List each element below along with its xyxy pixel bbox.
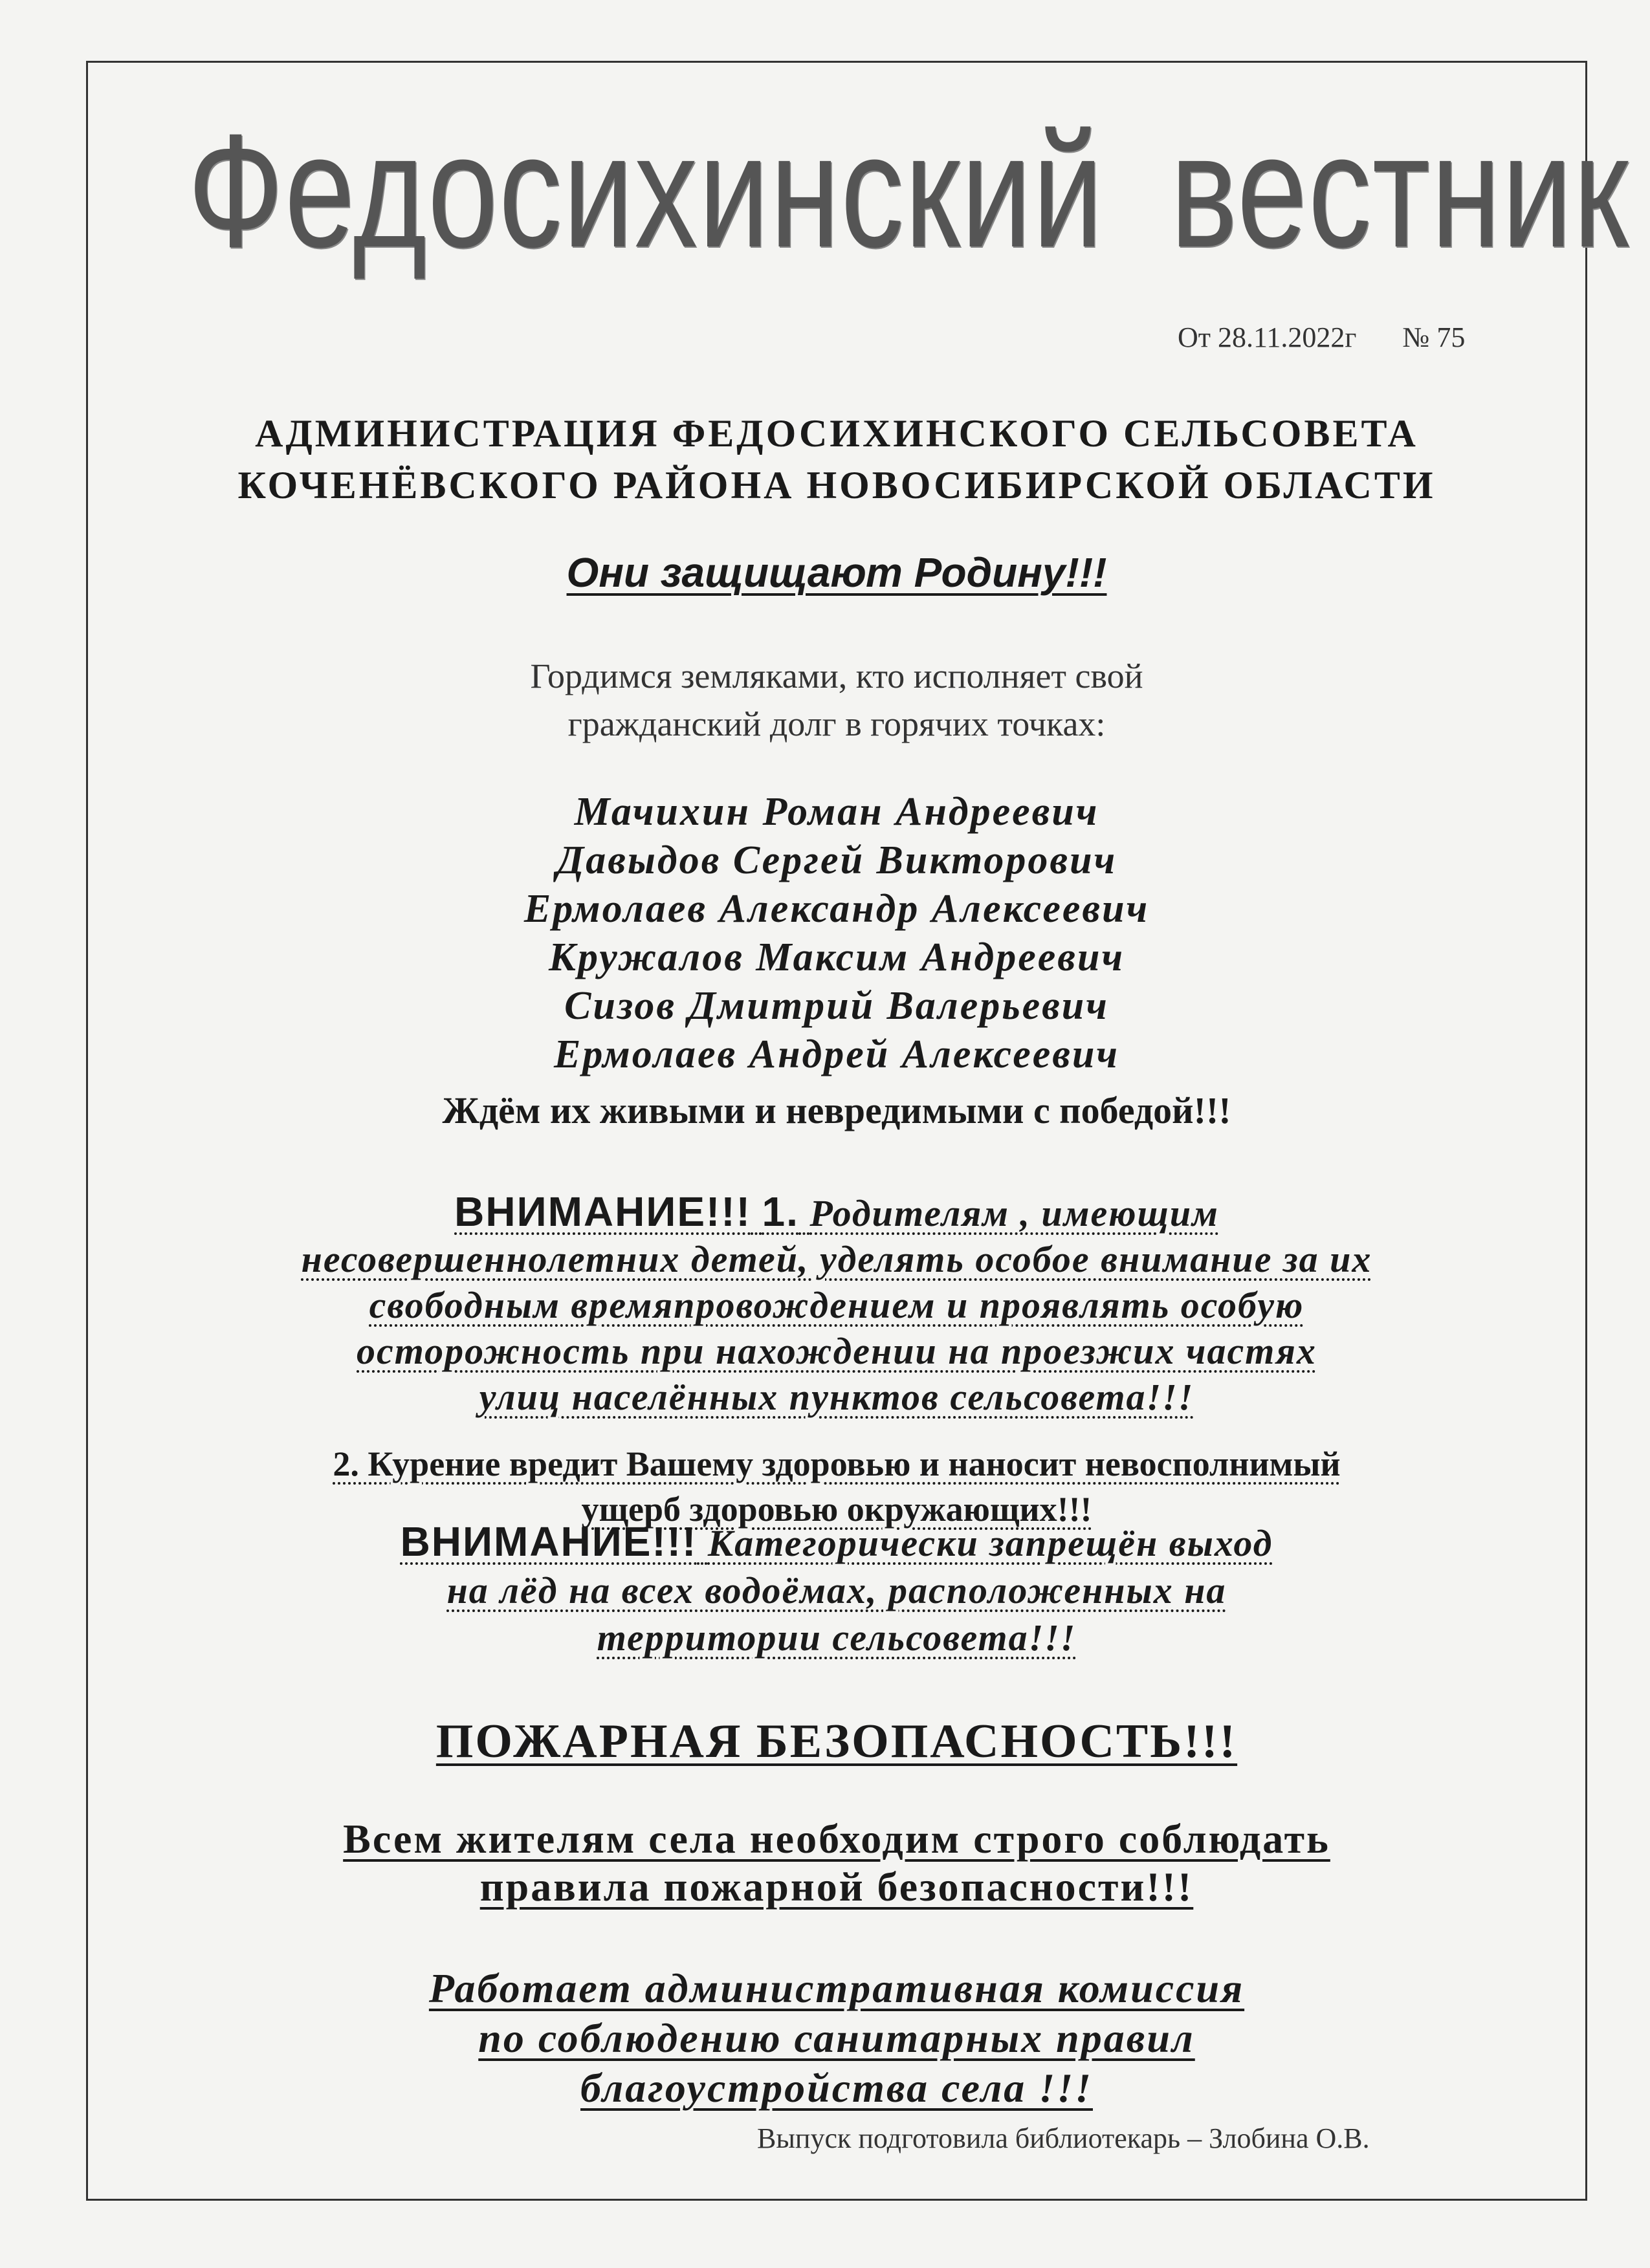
fire-safety-text bbox=[86, 1815, 1587, 1911]
administration-line-2: КОЧЕНЁВСКОГО РАЙОНА НОВОСИБИРСКОЙ ОБЛАСТИ bbox=[237, 464, 1436, 507]
names-list bbox=[86, 788, 1587, 1079]
notice-parents-line-4: осторожность при нахождении на проезжих частях bbox=[357, 1330, 1317, 1372]
commission-notice bbox=[86, 1963, 1587, 2113]
notice-parents-line-5: улиц населённых пунктов сельсовета!!! bbox=[479, 1376, 1194, 1418]
notice-ice bbox=[86, 1518, 1587, 1661]
administration-heading bbox=[86, 408, 1587, 511]
fire-safety-line-1: Всем жителям села необходим строго соблюдать bbox=[343, 1816, 1330, 1862]
fire-safety-line-2: правила пожарной безопасности!!! bbox=[479, 1864, 1194, 1910]
footer-credit: Выпуск подготовила библиотекарь – Злобина О.В. bbox=[757, 2122, 1370, 2154]
notice-ice-line-1: Категорически запрещён выход bbox=[707, 1522, 1273, 1564]
notice-parents-line-2: несовершеннолетних детей, уделять особое внимание за их bbox=[301, 1238, 1372, 1280]
commission-line-2: по соблюдению санитарных правил bbox=[478, 2015, 1195, 2061]
intro-line-2: гражданский долг в горячих точках: bbox=[567, 704, 1106, 743]
notice-smoking-line-1: 2. Курение вредит Вашему здоровью и наносит невосполнимый bbox=[333, 1445, 1341, 1483]
notice-ice-line-2: на лёд на всех водоёмах, расположенных на bbox=[446, 1569, 1227, 1611]
wait-text: Ждём их живыми и невредимыми с победой!!! bbox=[442, 1089, 1231, 1131]
name-item: Ермолаев Александр Алексеевич bbox=[523, 887, 1150, 931]
commission-line-1: Работает административная комиссия bbox=[428, 1965, 1245, 2011]
commission-line-3: благоустройства села !!! bbox=[580, 2065, 1093, 2111]
notice-attention-label: ВНИМАНИЕ!!! bbox=[454, 1188, 751, 1235]
intro-text bbox=[86, 652, 1587, 748]
masthead-word-1: Федосихинский bbox=[188, 100, 1105, 281]
headline: Они защищают Родину!!! bbox=[566, 549, 1107, 596]
notice-smoking-line-2: ущерб здоровью окружающих!!! bbox=[581, 1490, 1092, 1529]
masthead-word-2: вестник bbox=[1170, 100, 1630, 281]
issue-number: № 75 bbox=[1402, 322, 1466, 353]
name-item: Кружалов Максим Андреевич bbox=[548, 935, 1125, 979]
notice-ice-line-3: территории сельсовета!!! bbox=[597, 1617, 1077, 1659]
intro-line-1: Гордимся земляками, кто исполняет свой bbox=[530, 657, 1143, 695]
notice-parents-line-3: свободным времяпровождением и проявлять особую bbox=[369, 1284, 1304, 1326]
newspaper-masthead bbox=[188, 97, 1630, 285]
notice-number: 1. bbox=[762, 1188, 799, 1235]
issue-info bbox=[1178, 321, 1465, 354]
fire-safety-title: ПОЖАРНАЯ БЕЗОПАСНОСТЬ!!! bbox=[435, 1715, 1238, 1768]
name-item: Сизов Дмитрий Валерьевич bbox=[564, 984, 1109, 1028]
notice-ice-attention-label: ВНИМАНИЕ!!! bbox=[400, 1518, 698, 1565]
administration-line-1: АДМИНИСТРАЦИЯ ФЕДОСИХИНСКОГО СЕЛЬСОВЕТА bbox=[255, 412, 1418, 455]
notice-parents-line-1: Родителям , имеющим bbox=[809, 1192, 1219, 1234]
name-item: Давыдов Сергей Викторович bbox=[556, 838, 1117, 882]
name-item: Мачихин Роман Андреевич bbox=[574, 790, 1099, 834]
issue-date: От 28.11.2022г bbox=[1178, 322, 1357, 353]
notice-parents bbox=[86, 1189, 1587, 1420]
name-item: Ермолаев Андрей Алексеевич bbox=[554, 1032, 1119, 1076]
